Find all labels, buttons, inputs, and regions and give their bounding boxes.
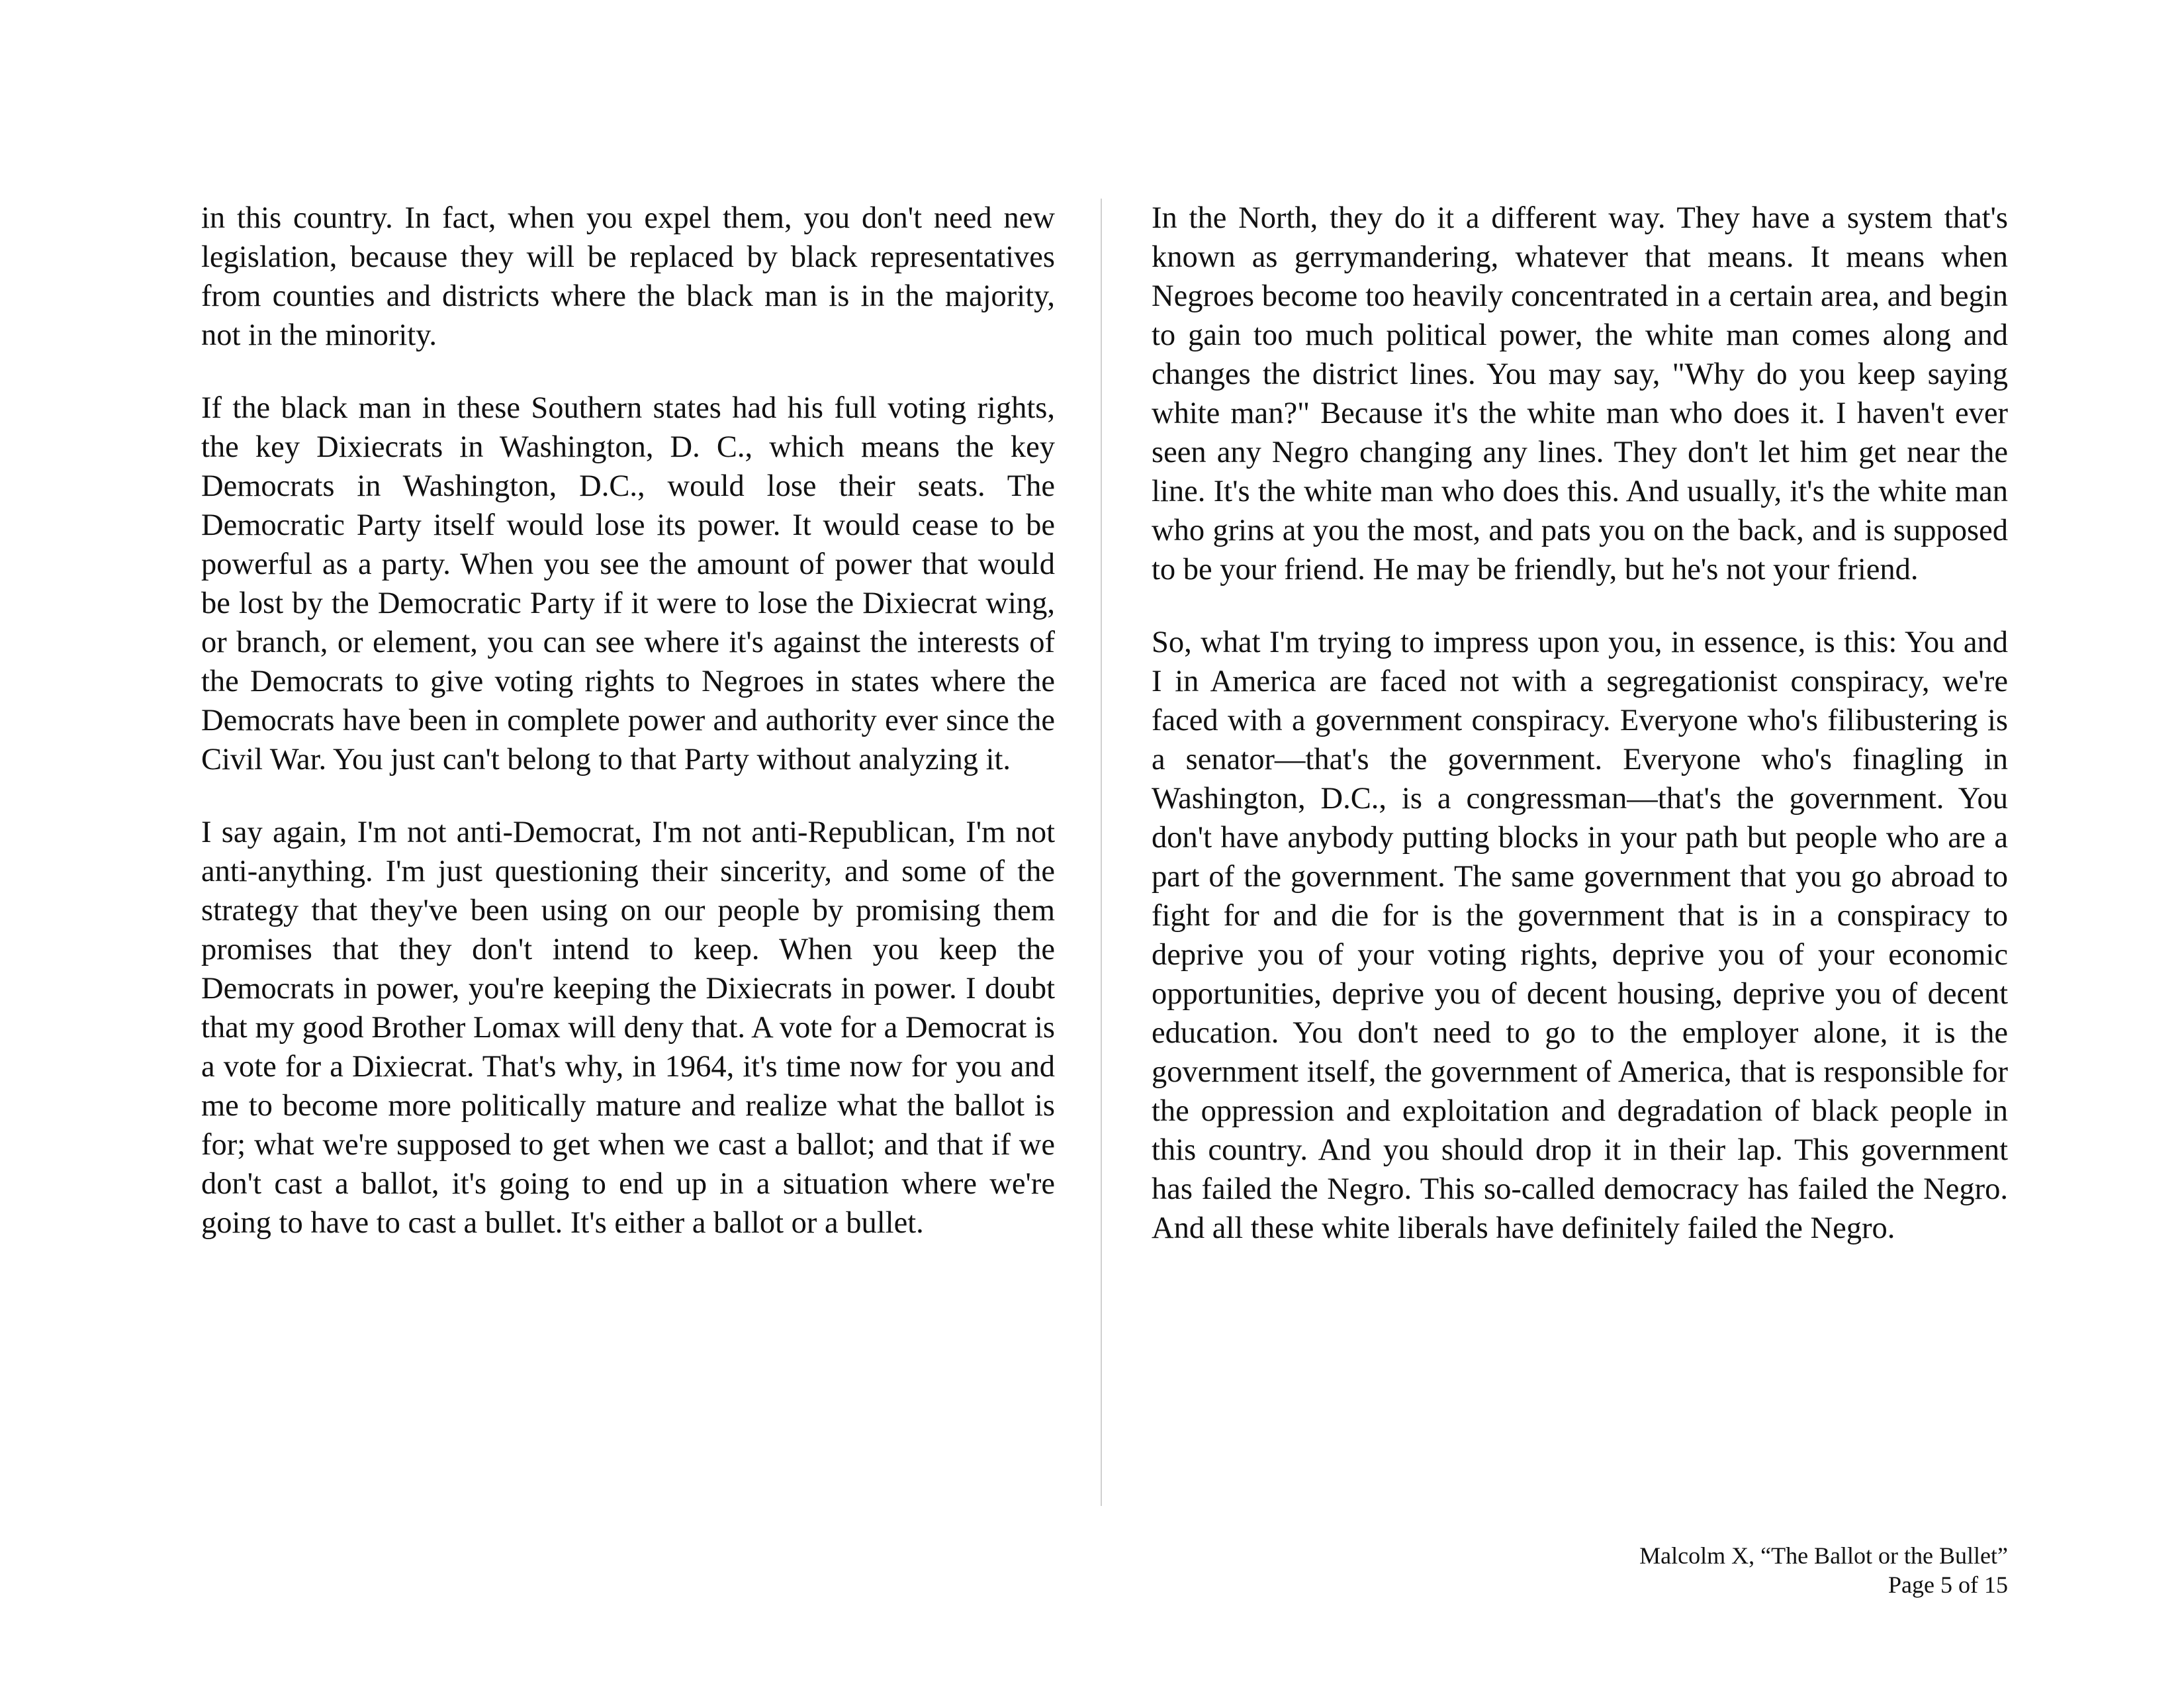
footer-source: Malcolm X, “The Ballot or the Bullet” [1639, 1542, 2008, 1569]
column-divider [1101, 199, 1102, 1506]
page-number: Page 5 of 15 [1888, 1571, 2008, 1598]
paragraph: If the black man in these Southern states had his full voting rights, the key Dixiecrats in Washington, D. C., which means the key Democrats in Washington, D.C., would lose their seats. The Democratic Party itself would lose its power. It would cease to be powerful as a party. When you see the amount of power that would be lost by the Democratic Party if it were to lose the Dixiecrat wing, or branch, or element, you can see where it's against the interests of the Democrats to give voting rights to Negroes in states where the Democrats have been in complete power and authority ever since the Civil War. You just can't belong to that Party without analyzing it. [201, 391, 1055, 776]
paragraph: So, what I'm trying to impress upon you, in essence, is this: You and I in America are faced not with a segregationist conspiracy, we're faced with a government conspiracy. Everyone who's filibustering is a senator—that's the government. Everyone who's finagling in Washington, D.C., is a congressman—that's the government. You don't have anybody putting blocks in your path but people who are a part of the government. The same government that you go abroad to fight for and die for is the government that is in a conspiracy to deprive you of your voting rights, deprive you of your economic opportunities, deprive you of decent housing, deprive you of decent education. You don't need to go to the employer alone, it is the government itself, the government of America, that is responsible for the oppression and exploitation and degradation of black people in this country. And you should drop it in their lap. This government has failed the Negro. This so-called democracy has failed the Negro. And all these white liberals have definitely failed the Negro. [1152, 626, 2008, 1245]
left-column [201, 199, 1055, 1276]
paragraph: In the North, they do it a different way. They have a system that's known as gerrymandering, whatever that means. It means when Negroes become too heavily concentrated in a certain area, and begin to gain too much political power, the white man comes along and changes the district lines. You may say, "Why do you keep saying white man?" Because it's the white man who does it. I haven't ever seen any Negro changing any lines. They don't let him get near the line. It's the white man who does this. And usually, it's the white man who grins at you the most, and pats you on the back, and is supposed to be your friend. He may be friendly, but he's not your friend. [1152, 201, 2008, 586]
right-column [1152, 199, 2008, 1282]
page-footer [1639, 1541, 2008, 1599]
paragraph: I say again, I'm not anti-Democrat, I'm not anti-Republican, I'm not anti-anything. I'm just questioning their sincerity, and some of the strategy that they've been using on our people by promising them promises that they don't intend to keep. When you keep the Democrats in power, you're keeping the Dixiecrats in power. I doubt that my good Brother Lomax will deny that. A vote for a Democrat is a vote for a Dixiecrat. That's why, in 1964, it's time now for you and me to become more politically mature and realize what the ballot is for; what we're supposed to get when we cast a ballot; and that if we don't cast a ballot, it's going to end up in a situation where we're going to have to cast a bullet. It's either a ballot or a bullet. [201, 816, 1055, 1240]
paragraph: in this country. In fact, when you expel them, you don't need new legislation, because they will be replaced by black representatives from counties and districts where the black man is in the majority, not in the minority. [201, 201, 1055, 352]
